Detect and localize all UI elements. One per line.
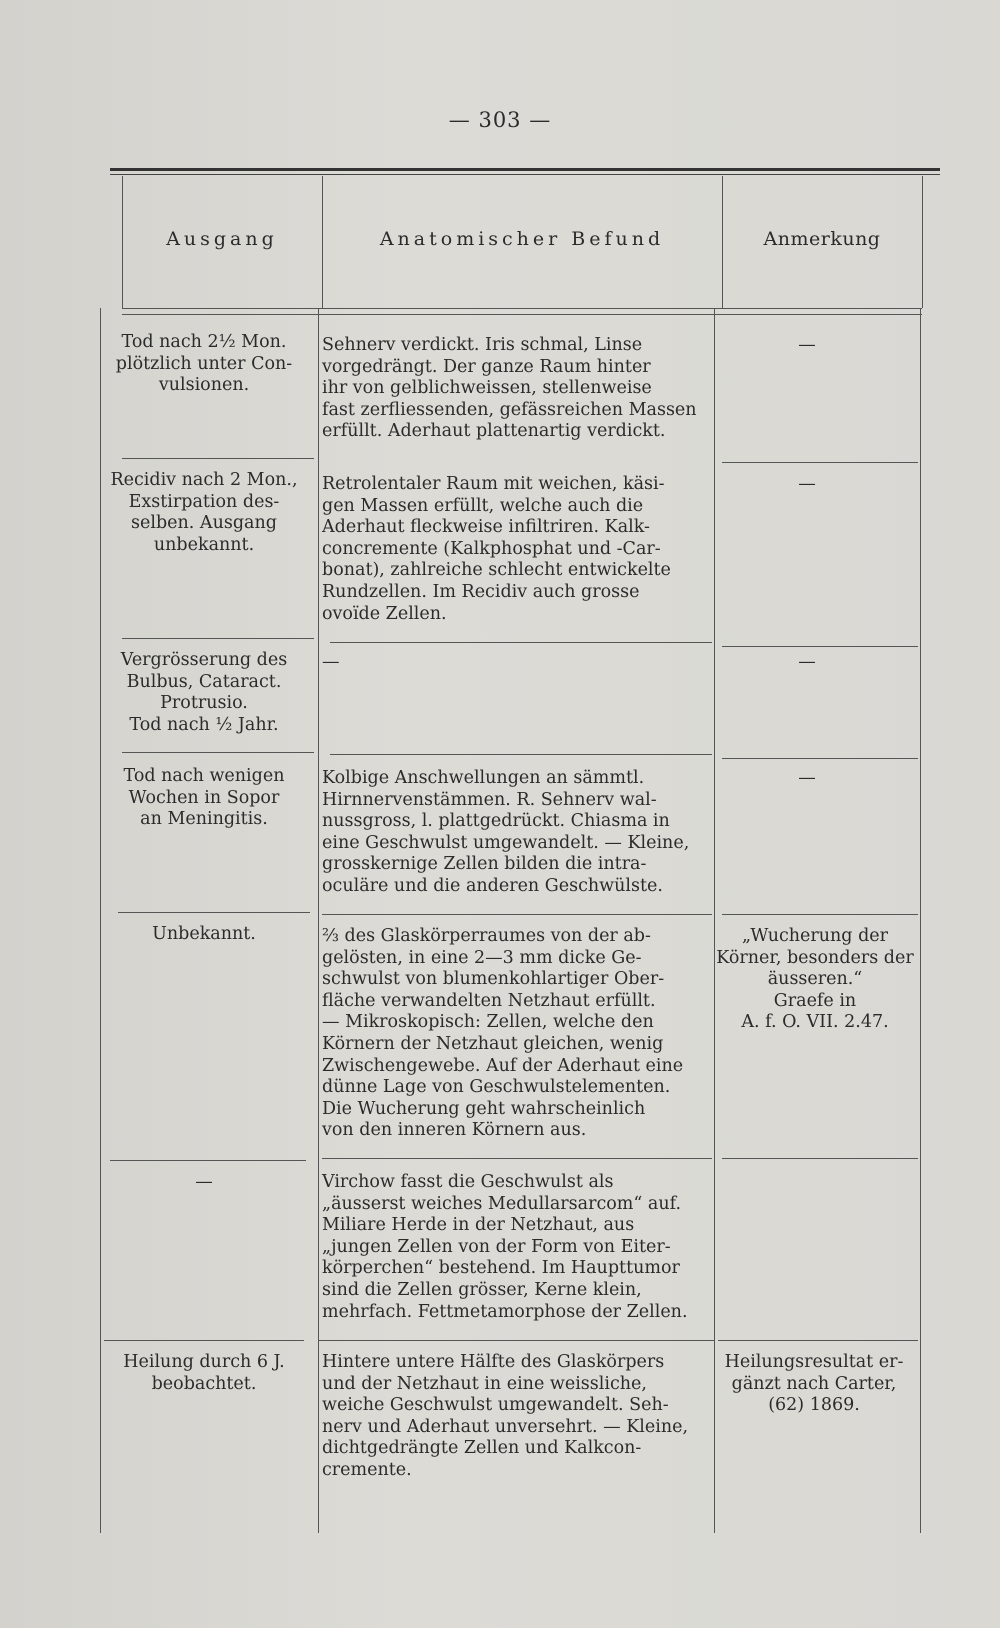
row-separator bbox=[318, 1340, 714, 1341]
row-separator bbox=[110, 1160, 306, 1161]
text-line: „jungen Zellen von der Form von Eiter- bbox=[322, 1236, 671, 1257]
row-7-anmerkung bbox=[710, 1352, 918, 1417]
header-ausgang: Ausgang bbox=[166, 228, 278, 250]
text-line: Sehnerv verdickt. Iris schmal, Linse bbox=[322, 335, 643, 355]
row-4-befund bbox=[322, 768, 707, 898]
text-line: körperchen“ bestehend. Im Haupttumor bbox=[322, 1258, 680, 1279]
column-divider bbox=[318, 308, 319, 1533]
text-line: — bbox=[798, 652, 816, 672]
text-line: — bbox=[798, 335, 816, 355]
text-line: grosskernige Zellen bilden die intra- bbox=[322, 854, 647, 875]
row-7-ausgang bbox=[100, 1352, 308, 1395]
text-line: selben. Ausgang bbox=[131, 513, 277, 534]
row-separator bbox=[122, 458, 314, 459]
text-line: äusseren.“ bbox=[767, 969, 863, 990]
row-1-anmerkung bbox=[707, 335, 907, 357]
text-line: plötzlich unter Con- bbox=[115, 353, 293, 374]
text-line: — Mikroskopisch: Zellen, welche den bbox=[322, 1012, 654, 1033]
row-separator bbox=[104, 1340, 304, 1341]
text-line: concremente (Kalkphosphat und -Car- bbox=[322, 538, 661, 559]
text-line: Miliare Herde in der Netzhaut, aus bbox=[322, 1215, 635, 1236]
row-2-ausgang bbox=[100, 470, 308, 556]
row-2-befund bbox=[322, 474, 707, 625]
text-line: — bbox=[798, 768, 816, 788]
text-line: vulsionen. bbox=[158, 375, 250, 396]
row-separator bbox=[122, 752, 314, 753]
row-separator bbox=[118, 912, 310, 913]
text-line: oculäre und die anderen Geschwülste. bbox=[322, 875, 663, 896]
text-line: beobachtet. bbox=[151, 1373, 257, 1394]
text-line: Retrolentaler Raum mit weichen, käsi- bbox=[322, 474, 665, 494]
text-line: Unbekannt. bbox=[152, 924, 256, 944]
text-line: „Wucherung der bbox=[741, 926, 888, 946]
text-line: Vergrösserung des bbox=[120, 650, 288, 670]
row-separator bbox=[722, 758, 918, 759]
text-line: an Meningitis. bbox=[140, 809, 268, 830]
text-line: Hintere untere Hälfte des Glaskörpers bbox=[322, 1352, 665, 1372]
text-line: cremente. bbox=[322, 1459, 412, 1480]
text-line: Bulbus, Cataract. bbox=[126, 671, 282, 692]
text-line: Tod nach ½ Jahr. bbox=[129, 714, 279, 735]
header-befund: Anatomischer Befund bbox=[379, 228, 665, 250]
row-4-ausgang bbox=[100, 766, 308, 831]
row-separator bbox=[718, 1340, 918, 1341]
row-separator bbox=[330, 754, 712, 755]
text-line: Körnern der Netzhaut gleichen, wenig bbox=[322, 1033, 664, 1054]
row-1-befund bbox=[322, 335, 707, 443]
text-line: — bbox=[798, 474, 816, 494]
text-line: Die Wucherung geht wahrscheinlich bbox=[322, 1098, 646, 1119]
text-line: von den inneren Körnern aus. bbox=[322, 1120, 587, 1141]
text-line: erfüllt. Aderhaut plattenartig verdickt. bbox=[322, 421, 666, 442]
text-line: gänzt nach Carter, bbox=[731, 1373, 897, 1394]
text-line: Heilung durch 6 J. bbox=[123, 1352, 285, 1372]
text-line: Zwischengewebe. Auf der Aderhaut eine bbox=[322, 1055, 684, 1076]
text-line: „äusserst weiches Medullarsarcom“ auf. bbox=[322, 1193, 682, 1214]
row-5-anmerkung bbox=[712, 926, 918, 1034]
row-separator bbox=[722, 462, 918, 463]
header-rule bbox=[122, 308, 922, 309]
text-line: ovoïde Zellen. bbox=[322, 603, 447, 624]
text-line: fast zerfliessenden, gefässreichen Massen bbox=[322, 399, 697, 420]
text-line: Kolbige Anschwellungen an sämmtl. bbox=[322, 768, 645, 788]
text-line: dichtgedrängte Zellen und Kalkcon- bbox=[322, 1438, 642, 1459]
header-rule bbox=[122, 314, 922, 315]
row-separator bbox=[122, 638, 314, 639]
text-line: Tod nach wenigen bbox=[123, 766, 285, 786]
text-line: vorgedrängt. Der ganze Raum hinter bbox=[322, 356, 651, 377]
text-line: gen Massen erfüllt, welche auch die bbox=[322, 495, 644, 516]
text-line: A. f. O. VII. 2.47. bbox=[741, 1012, 889, 1033]
text-line: Heilungsresultat er- bbox=[724, 1352, 904, 1372]
text-line: sind die Zellen grösser, Kerne klein, bbox=[322, 1279, 642, 1300]
header-anmerkung: Anmerkung bbox=[763, 228, 881, 250]
row-7-befund bbox=[322, 1352, 707, 1482]
row-3-befund bbox=[322, 652, 707, 674]
row-3-ausgang bbox=[100, 650, 308, 736]
row-separator bbox=[722, 646, 918, 647]
text-line: und der Netzhaut in eine weissliche, bbox=[322, 1373, 647, 1394]
text-line: ⅔ des Glaskörperraumes von der ab- bbox=[322, 926, 651, 946]
row-5-befund bbox=[322, 926, 707, 1142]
text-line: — bbox=[195, 1172, 213, 1192]
text-line: eine Geschwulst umgewandelt. — Kleine, bbox=[322, 832, 690, 853]
text-line: nussgross, l. plattgedrückt. Chiasma in bbox=[322, 811, 670, 832]
text-line: schwulst von blumenkohlartiger Ober- bbox=[322, 969, 665, 990]
row-1-ausgang bbox=[100, 332, 308, 397]
text-line: unbekannt. bbox=[153, 534, 255, 555]
row-5-ausgang bbox=[100, 924, 308, 946]
text-line: Rundzellen. Im Recidiv auch grosse bbox=[322, 581, 640, 602]
row-6-ausgang bbox=[100, 1172, 308, 1194]
text-line: Exstirpation des- bbox=[128, 491, 280, 512]
row-separator bbox=[322, 1158, 712, 1159]
row-3-anmerkung bbox=[707, 652, 907, 674]
row-separator bbox=[322, 914, 712, 915]
text-line: gelösten, in eine 2—3 mm dicke Ge- bbox=[322, 947, 642, 968]
text-line: Wochen in Sopor bbox=[128, 787, 280, 808]
table-top-rule bbox=[110, 168, 940, 171]
text-line: (62) 1869. bbox=[768, 1395, 860, 1416]
text-line: Protrusio. bbox=[160, 693, 248, 714]
column-divider bbox=[920, 308, 921, 1533]
text-line: mehrfach. Fettmetamorphose der Zellen. bbox=[322, 1301, 688, 1322]
row-separator bbox=[330, 642, 712, 643]
text-line: nerv und Aderhaut unversehrt. — Kleine, bbox=[322, 1416, 689, 1437]
text-line: Körner, besonders der bbox=[716, 947, 914, 968]
row-6-befund bbox=[322, 1172, 707, 1323]
text-line: ihr von gelblichweissen, stellenweise bbox=[322, 378, 652, 399]
text-line: fläche verwandelten Netzhaut erfüllt. bbox=[322, 990, 656, 1011]
text-line: Aderhaut fleckweise infiltriren. Kalk- bbox=[322, 517, 650, 538]
text-line: Virchow fasst die Geschwulst als bbox=[322, 1172, 614, 1192]
text-line: Recidiv nach 2 Mon., bbox=[110, 470, 298, 490]
text-line: dünne Lage von Geschwulstelementen. bbox=[322, 1077, 671, 1098]
text-line: — bbox=[322, 652, 340, 672]
text-line: Graefe in bbox=[773, 990, 857, 1011]
row-4-anmerkung bbox=[707, 768, 907, 790]
row-separator bbox=[722, 1158, 918, 1159]
text-line: weiche Geschwulst umgewandelt. Seh- bbox=[322, 1395, 669, 1416]
page-number: — 303 — bbox=[448, 108, 552, 132]
text-line: bonat), zahlreiche schlecht entwickelte bbox=[322, 560, 671, 581]
text-line: Hirnnervenstämmen. R. Sehnerv wal- bbox=[322, 789, 657, 810]
row-separator bbox=[722, 914, 918, 915]
column-divider bbox=[922, 176, 923, 308]
row-2-anmerkung bbox=[707, 474, 907, 496]
table-top-rule-thin bbox=[110, 174, 940, 175]
text-line: Tod nach 2½ Mon. bbox=[121, 332, 287, 352]
